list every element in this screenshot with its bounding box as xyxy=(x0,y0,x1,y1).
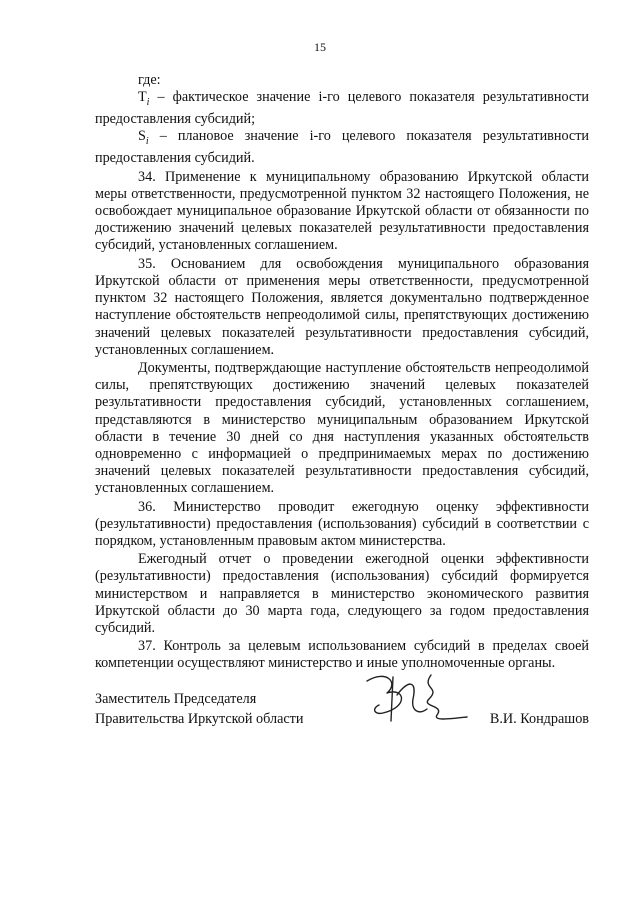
t-symbol: T xyxy=(138,89,147,106)
page-number: 15 xyxy=(314,40,326,54)
s-definition-text: – плановое значение i-го целевого показателя результативности предоставления субсидий. xyxy=(95,128,589,167)
definition-t xyxy=(95,89,589,128)
signature-block xyxy=(95,689,589,729)
signatory-position-line2: Правительства Иркутской области xyxy=(95,711,304,727)
s-subscript: i xyxy=(145,136,149,148)
signatory-name: В.И. Кондрашов xyxy=(489,711,589,727)
definition-s xyxy=(95,128,589,167)
handwritten-signature xyxy=(357,669,477,729)
paragraph-35: 35. Основанием для освобождения муниципального образования Иркутской области от применения меры ответственности, предусмотренной пунктом 32 настоящего Положения, является документально подтвержденное наступление обстоятельств непреодолимой силы, препятствующих достижению значений целевых показателей результативности предоставления субсидий, установленных соглашением. xyxy=(95,255,589,358)
paragraph-34: 34. Применение к муниципальному образованию Иркутской области меры ответственности, предусмотренной пунктом 32 настоящего Положения, не освобождает муниципальное образование Иркутской области от обязанности по достижению значений целевых показателей результативности предоставления субсидий, установленных соглашением. xyxy=(95,168,589,254)
paragraph-36-report: Ежегодный отчет о проведении ежегодной оценки эффективности (результативности) предоставления (использования) субсидий формируется министерством и направляется в министерство экономического развития Иркутской области до 30 марта года, следующего за годом предоставления субсидий. xyxy=(95,551,589,636)
paragraph-37: 37. Контроль за целевым использованием субсидий в пределах своей компетенции осуществляют министерство и иные уполномоченные органы. xyxy=(95,638,589,672)
t-definition-text: – фактическое значение i-го целевого показателя результативности предоставления субсидий; xyxy=(95,89,589,128)
where-label: где: xyxy=(138,72,161,88)
signatory-position-line1: Заместитель Председателя xyxy=(95,691,257,707)
t-subscript: i xyxy=(146,97,150,109)
paragraph-36: 36. Министерство проводит ежегодную оценку эффективности (результативности) предоставления (использования) субсидий в соответствии с порядком, установленным правовым актом министерства. xyxy=(95,498,589,549)
s-symbol: S xyxy=(138,128,146,145)
paragraph-35-documents: Документы, подтверждающие наступление обстоятельств непреодолимой силы, препятствующих достижению значений целевых показателей результативности предоставления субсидий, установленных соглашением, представляются в министерство муниципальным образованием Иркутской области в течение 30 дней со дня наступления указанных обстоятельств одновременно с информацией о предпринимаемых мерах по достижению значений целевых показателей результативности предоставления субсидий, установленных соглашением. xyxy=(95,359,589,497)
document-body xyxy=(95,72,589,673)
